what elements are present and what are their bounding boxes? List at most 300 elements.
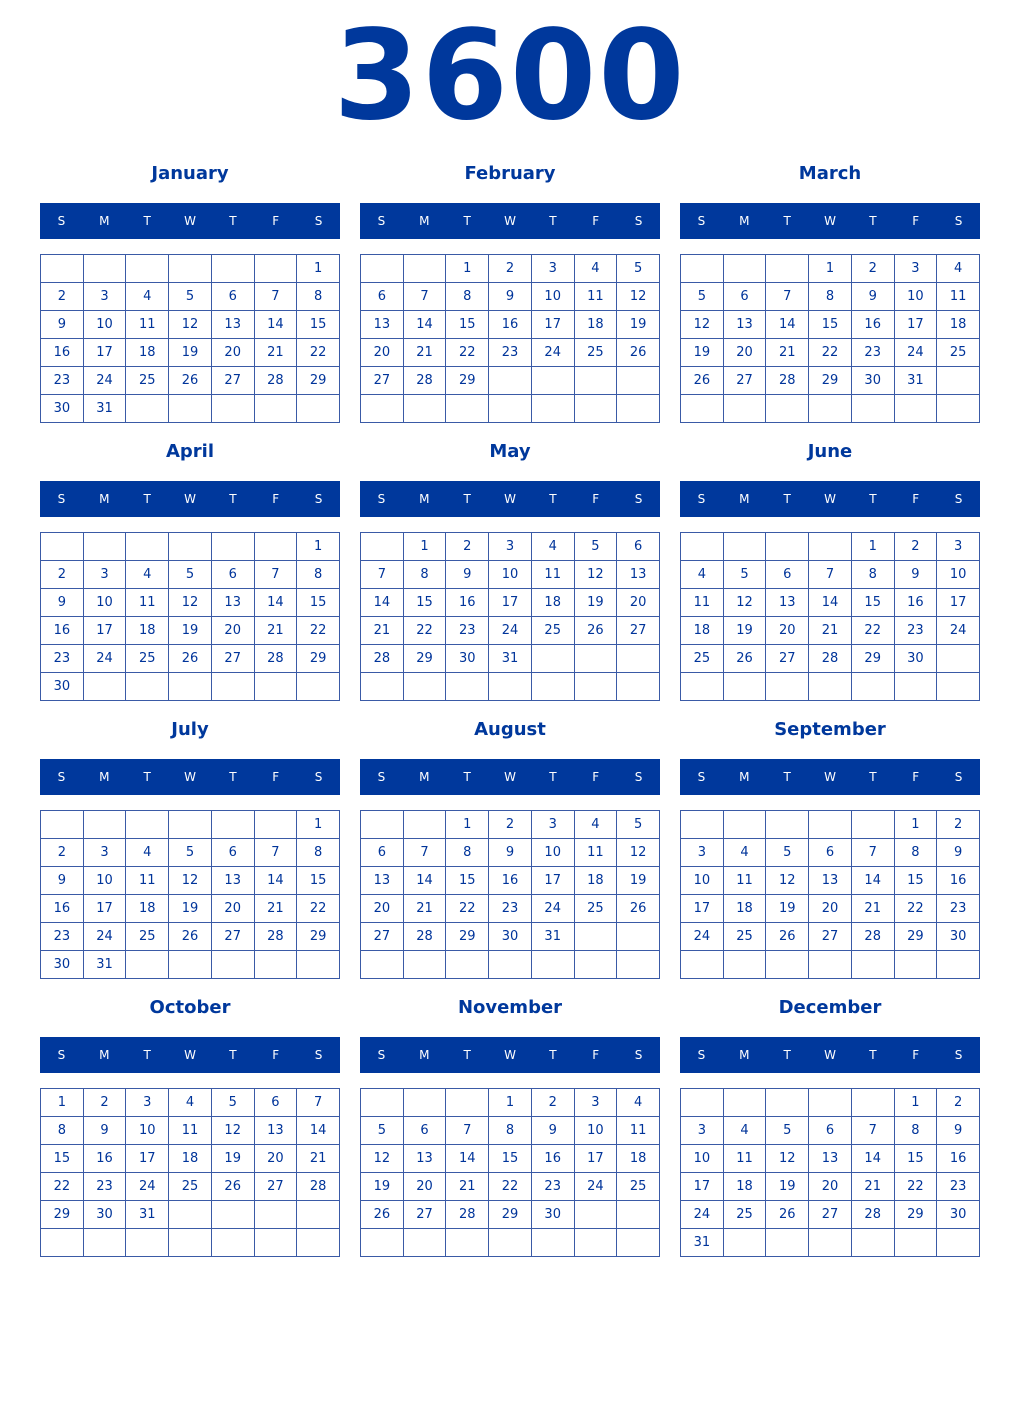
day-cell: 6 [361,839,404,867]
day-cell: 31 [681,1229,724,1257]
day-cell: 6 [361,283,404,311]
day-cell: 12 [617,839,660,867]
empty-day-cell [766,533,809,561]
day-cell: 29 [446,923,489,951]
day-cell: 5 [361,1117,404,1145]
day-cell: 4 [681,561,724,589]
day-cell: 24 [489,617,532,645]
empty-day-cell [404,255,447,283]
day-cell: 10 [532,283,575,311]
day-cell: 13 [361,867,404,895]
day-cell: 8 [41,1117,84,1145]
empty-day-cell [404,673,447,701]
day-cell: 28 [255,923,298,951]
weekday-label: W [824,492,836,506]
day-cell: 29 [895,923,938,951]
empty-day-cell [617,951,660,979]
day-cell: 26 [361,1201,404,1229]
day-cell: 25 [724,1201,767,1229]
day-cell: 15 [446,311,489,339]
day-cell: 23 [895,617,938,645]
day-cell: 6 [404,1117,447,1145]
day-cell: 20 [766,617,809,645]
day-cell: 29 [297,923,340,951]
day-cell: 29 [489,1201,532,1229]
empty-day-cell [724,1229,767,1257]
day-grid [680,1088,980,1257]
day-cell: 31 [489,645,532,673]
day-cell: 13 [361,311,404,339]
day-cell: 28 [404,923,447,951]
day-cell: 7 [361,561,404,589]
day-cell: 15 [41,1145,84,1173]
day-cell: 18 [724,895,767,923]
day-cell: 12 [766,867,809,895]
day-cell: 16 [937,1145,980,1173]
day-cell: 23 [532,1173,575,1201]
day-cell: 18 [575,311,618,339]
day-cell: 22 [404,617,447,645]
day-cell: 12 [575,561,618,589]
day-cell: 24 [681,1201,724,1229]
day-cell: 26 [617,895,660,923]
empty-day-cell [404,951,447,979]
empty-day-cell [532,367,575,395]
day-cell: 9 [937,1117,980,1145]
day-cell: 23 [41,645,84,673]
day-cell: 15 [297,867,340,895]
day-cell: 6 [212,561,255,589]
empty-day-cell [212,533,255,561]
weekday-label: W [184,214,196,228]
month-name: May [489,441,531,462]
day-cell: 19 [617,311,660,339]
empty-day-cell [404,811,447,839]
weekday-header [360,1037,660,1073]
empty-day-cell [724,951,767,979]
day-cell: 27 [361,923,404,951]
day-cell: 22 [446,339,489,367]
day-cell: 26 [724,645,767,673]
empty-day-cell [169,255,212,283]
empty-day-cell [446,951,489,979]
day-cell: 11 [617,1117,660,1145]
day-cell: 8 [404,561,447,589]
day-cell: 17 [126,1145,169,1173]
day-cell: 10 [126,1117,169,1145]
empty-day-cell [169,951,212,979]
day-cell: 31 [895,367,938,395]
day-cell: 2 [532,1089,575,1117]
day-cell: 30 [41,951,84,979]
weekday-header [680,481,980,517]
empty-day-cell [681,255,724,283]
month-name: January [151,163,229,184]
weekday-label: T [549,770,557,784]
day-cell: 17 [575,1145,618,1173]
weekday-label: W [824,214,836,228]
day-cell: 26 [169,367,212,395]
day-grid [40,810,340,979]
day-cell: 18 [724,1173,767,1201]
weekday-label: T [229,214,237,228]
day-cell: 1 [297,533,340,561]
empty-day-cell [809,673,852,701]
day-cell: 28 [446,1201,489,1229]
day-cell: 26 [169,923,212,951]
day-cell: 25 [937,339,980,367]
day-cell: 8 [852,561,895,589]
empty-day-cell [212,673,255,701]
weekday-header [680,1037,980,1073]
empty-day-cell [724,533,767,561]
day-cell: 13 [617,561,660,589]
day-cell: 7 [255,561,298,589]
day-cell: 5 [575,533,618,561]
day-cell: 4 [126,561,169,589]
day-cell: 5 [617,811,660,839]
empty-day-cell [255,1201,298,1229]
day-cell: 7 [255,839,298,867]
empty-day-cell [937,951,980,979]
empty-day-cell [852,1089,895,1117]
weekday-label: S [314,1048,323,1062]
weekday-label: W [184,492,196,506]
day-cell: 8 [297,283,340,311]
day-cell: 16 [84,1145,127,1173]
month-name: October [149,997,231,1018]
weekday-label: F [272,1048,280,1062]
day-cell: 23 [41,923,84,951]
day-cell: 11 [126,311,169,339]
day-cell: 16 [489,867,532,895]
day-cell: 15 [852,589,895,617]
day-cell: 3 [937,533,980,561]
day-cell: 7 [255,283,298,311]
day-grid [680,532,980,701]
day-cell: 2 [41,283,84,311]
weekday-header [40,481,340,517]
weekday-label: S [314,492,323,506]
weekday-label: S [697,770,706,784]
day-cell: 29 [404,645,447,673]
weekday-label: W [504,214,516,228]
day-cell: 6 [212,839,255,867]
day-cell: 17 [84,617,127,645]
day-cell: 11 [724,1145,767,1173]
day-cell: 2 [489,811,532,839]
empty-day-cell [255,395,298,423]
day-cell: 18 [169,1145,212,1173]
day-grid [40,254,340,423]
empty-day-cell [489,395,532,423]
day-cell: 2 [852,255,895,283]
day-cell: 22 [809,339,852,367]
empty-day-cell [532,951,575,979]
day-cell: 19 [575,589,618,617]
empty-day-cell [212,1201,255,1229]
day-cell: 20 [212,617,255,645]
empty-day-cell [84,1229,127,1257]
weekday-label: T [783,492,791,506]
weekday-label: T [229,492,237,506]
day-cell: 8 [446,839,489,867]
day-cell: 27 [809,1201,852,1229]
empty-day-cell [937,673,980,701]
day-cell: 21 [297,1145,340,1173]
empty-day-cell [255,255,298,283]
day-cell: 21 [446,1173,489,1201]
day-cell: 20 [724,339,767,367]
empty-day-cell [404,1089,447,1117]
day-cell: 19 [169,895,212,923]
weekday-label: M [419,492,430,506]
day-cell: 13 [724,311,767,339]
day-cell: 7 [809,561,852,589]
empty-day-cell [297,1229,340,1257]
weekday-label: S [314,214,323,228]
day-cell: 11 [724,867,767,895]
day-cell: 28 [255,367,298,395]
empty-day-cell [681,951,724,979]
empty-day-cell [895,395,938,423]
empty-day-cell [126,673,169,701]
day-cell: 21 [852,895,895,923]
day-cell: 7 [446,1117,489,1145]
day-cell: 5 [169,283,212,311]
weekday-label: S [954,1048,963,1062]
empty-day-cell [489,1229,532,1257]
weekday-header [360,481,660,517]
day-cell: 9 [41,867,84,895]
day-cell: 15 [489,1145,532,1173]
weekday-label: T [143,1048,151,1062]
empty-day-cell [297,673,340,701]
empty-day-cell [361,533,404,561]
day-cell: 8 [297,839,340,867]
empty-day-cell [575,1229,618,1257]
day-cell: 29 [297,367,340,395]
day-cell: 20 [809,1173,852,1201]
day-cell: 6 [809,1117,852,1145]
day-cell: 14 [404,867,447,895]
day-cell: 12 [766,1145,809,1173]
day-cell: 23 [41,367,84,395]
day-cell: 11 [169,1117,212,1145]
day-cell: 22 [895,895,938,923]
day-cell: 20 [361,895,404,923]
empty-day-cell [575,951,618,979]
day-cell: 1 [404,533,447,561]
empty-day-cell [809,1089,852,1117]
weekday-label: T [869,770,877,784]
empty-day-cell [532,673,575,701]
day-cell: 6 [617,533,660,561]
empty-day-cell [575,395,618,423]
weekday-header [680,203,980,239]
day-cell: 23 [84,1173,127,1201]
day-cell: 10 [937,561,980,589]
empty-day-cell [489,367,532,395]
day-cell: 10 [489,561,532,589]
weekday-label: F [592,492,600,506]
day-cell: 1 [895,811,938,839]
empty-day-cell [724,255,767,283]
day-cell: 28 [852,1201,895,1229]
day-cell: 8 [446,283,489,311]
empty-day-cell [532,1229,575,1257]
day-cell: 2 [937,811,980,839]
weekday-label: W [504,492,516,506]
day-cell: 9 [489,283,532,311]
weekday-label: F [592,1048,600,1062]
day-cell: 9 [446,561,489,589]
day-cell: 26 [766,1201,809,1229]
weekday-label: W [504,1048,516,1062]
empty-day-cell [212,811,255,839]
weekday-label: T [869,1048,877,1062]
day-cell: 17 [532,311,575,339]
day-cell: 18 [937,311,980,339]
day-cell: 12 [617,283,660,311]
day-cell: 11 [681,589,724,617]
day-cell: 29 [297,645,340,673]
day-cell: 18 [126,339,169,367]
day-cell: 3 [532,255,575,283]
day-cell: 25 [575,895,618,923]
day-cell: 9 [937,839,980,867]
day-grid [360,810,660,979]
day-cell: 7 [766,283,809,311]
day-grid [680,254,980,423]
day-cell: 10 [895,283,938,311]
day-cell: 2 [41,561,84,589]
day-cell: 8 [809,283,852,311]
empty-day-cell [617,367,660,395]
day-cell: 9 [84,1117,127,1145]
weekday-label: S [57,492,66,506]
empty-day-cell [169,1229,212,1257]
day-cell: 1 [297,255,340,283]
empty-day-cell [297,951,340,979]
day-cell: 16 [489,311,532,339]
day-cell: 14 [255,867,298,895]
day-cell: 14 [297,1117,340,1145]
empty-day-cell [766,673,809,701]
day-cell: 1 [446,811,489,839]
day-cell: 17 [937,589,980,617]
day-cell: 6 [255,1089,298,1117]
day-cell: 28 [852,923,895,951]
day-cell: 24 [532,895,575,923]
weekday-label: S [634,770,643,784]
day-cell: 4 [724,839,767,867]
weekday-label: S [697,1048,706,1062]
day-cell: 9 [532,1117,575,1145]
day-cell: 27 [766,645,809,673]
day-cell: 8 [489,1117,532,1145]
empty-day-cell [766,1229,809,1257]
day-cell: 3 [489,533,532,561]
day-cell: 1 [895,1089,938,1117]
day-cell: 24 [84,923,127,951]
day-cell: 20 [617,589,660,617]
day-cell: 16 [532,1145,575,1173]
day-cell: 10 [575,1117,618,1145]
empty-day-cell [766,395,809,423]
weekday-label: T [783,1048,791,1062]
day-cell: 11 [126,589,169,617]
day-cell: 28 [809,645,852,673]
empty-day-cell [575,1201,618,1229]
day-cell: 31 [532,923,575,951]
empty-day-cell [404,1229,447,1257]
day-cell: 30 [41,673,84,701]
day-cell: 22 [297,617,340,645]
day-cell: 22 [41,1173,84,1201]
weekday-label: W [824,1048,836,1062]
empty-day-cell [84,255,127,283]
day-cell: 26 [169,645,212,673]
day-cell: 20 [212,339,255,367]
empty-day-cell [681,533,724,561]
day-cell: 9 [41,589,84,617]
day-cell: 15 [297,589,340,617]
day-cell: 17 [489,589,532,617]
day-cell: 3 [84,561,127,589]
weekday-header [40,1037,340,1073]
weekday-label: T [229,1048,237,1062]
empty-day-cell [617,673,660,701]
day-cell: 18 [681,617,724,645]
empty-day-cell [724,673,767,701]
day-cell: 4 [126,283,169,311]
day-cell: 2 [446,533,489,561]
weekday-label: W [824,770,836,784]
day-cell: 10 [84,867,127,895]
weekday-label: T [143,214,151,228]
weekday-header [680,759,980,795]
weekday-label: S [57,1048,66,1062]
day-cell: 25 [617,1173,660,1201]
empty-day-cell [852,395,895,423]
day-cell: 23 [937,1173,980,1201]
day-cell: 28 [255,645,298,673]
day-cell: 28 [361,645,404,673]
empty-day-cell [446,673,489,701]
weekday-label: F [912,492,920,506]
empty-day-cell [126,255,169,283]
day-cell: 21 [404,339,447,367]
day-cell: 4 [126,839,169,867]
day-cell: 10 [532,839,575,867]
empty-day-cell [852,811,895,839]
empty-day-cell [361,1089,404,1117]
empty-day-cell [126,1229,169,1257]
day-cell: 23 [852,339,895,367]
empty-day-cell [766,811,809,839]
empty-day-cell [297,395,340,423]
day-cell: 30 [489,923,532,951]
empty-day-cell [809,533,852,561]
empty-day-cell [126,533,169,561]
empty-day-cell [41,255,84,283]
weekday-label: M [419,770,430,784]
day-cell: 29 [809,367,852,395]
empty-day-cell [681,395,724,423]
day-grid [40,1088,340,1257]
day-cell: 25 [681,645,724,673]
